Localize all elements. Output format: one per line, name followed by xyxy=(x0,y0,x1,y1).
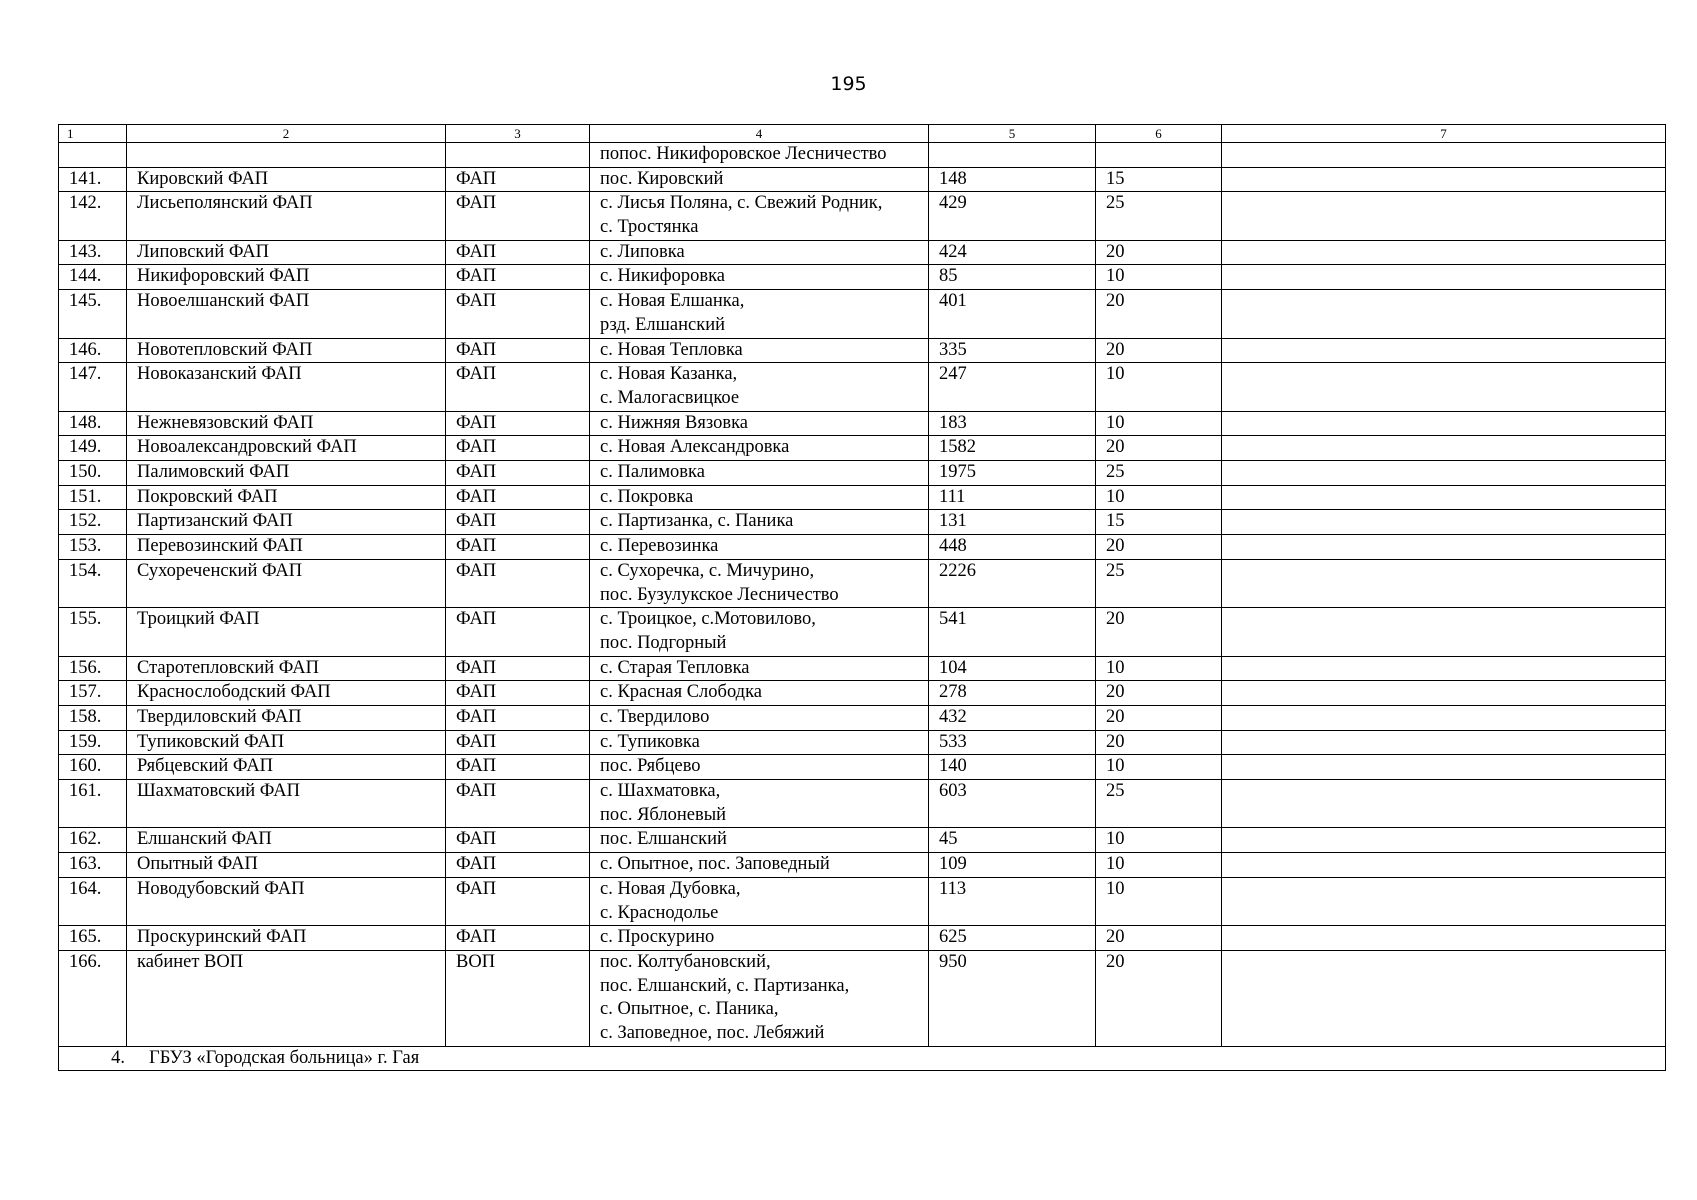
row-number: 165. xyxy=(59,926,127,951)
population: 448 xyxy=(929,535,1096,560)
facility-name: Перевозинский ФАП xyxy=(127,535,446,560)
settlement-line: с. Покровка xyxy=(600,486,694,507)
served-settlements xyxy=(590,755,929,780)
facility-name: Новотепловский ФАП xyxy=(127,338,446,363)
population: 603 xyxy=(929,780,1096,828)
note xyxy=(1222,485,1666,510)
row-number: 161. xyxy=(59,780,127,828)
note xyxy=(1222,706,1666,731)
facility-type: ФАП xyxy=(446,167,590,192)
table-row xyxy=(59,411,1666,436)
facility-name: Лисьеполянский ФАП xyxy=(127,192,446,240)
note xyxy=(1222,780,1666,828)
served-settlements xyxy=(590,265,929,290)
facility-name: Нежневязовский ФАП xyxy=(127,411,446,436)
table-row xyxy=(59,461,1666,486)
facility-type: ФАП xyxy=(446,265,590,290)
distance: 15 xyxy=(1096,510,1222,535)
distance: 10 xyxy=(1096,828,1222,853)
population: 113 xyxy=(929,877,1096,925)
facility-name: Никифоровский ФАП xyxy=(127,265,446,290)
facility-type: ВОП xyxy=(446,950,590,1046)
note xyxy=(1222,192,1666,240)
facility-type: ФАП xyxy=(446,535,590,560)
population: 533 xyxy=(929,730,1096,755)
facility-type: ФАП xyxy=(446,411,590,436)
note xyxy=(1222,265,1666,290)
row-number: 145. xyxy=(59,290,127,338)
facility-name: Новодубовский ФАП xyxy=(127,877,446,925)
table-row xyxy=(59,656,1666,681)
served-settlements xyxy=(590,411,929,436)
table-row xyxy=(59,192,1666,240)
table-row xyxy=(59,828,1666,853)
table-row xyxy=(59,240,1666,265)
row-number: 166. xyxy=(59,950,127,1046)
facility-type: ФАП xyxy=(446,192,590,240)
distance: 10 xyxy=(1096,656,1222,681)
distance: 20 xyxy=(1096,926,1222,951)
row-number: 158. xyxy=(59,706,127,731)
population: 2226 xyxy=(929,559,1096,607)
facility-type: ФАП xyxy=(446,485,590,510)
row-number: 147. xyxy=(59,363,127,411)
served-settlements xyxy=(590,485,929,510)
population: 104 xyxy=(929,656,1096,681)
row-number: 154. xyxy=(59,559,127,607)
row-number: 155. xyxy=(59,608,127,656)
column-number-3: 3 xyxy=(446,125,590,143)
facility-name: Партизанский ФАП xyxy=(127,510,446,535)
settlement-line: с. Тростянка xyxy=(600,217,699,238)
facility-name: Тупиковский ФАП xyxy=(127,730,446,755)
distance: 25 xyxy=(1096,780,1222,828)
population: 278 xyxy=(929,681,1096,706)
settlement-line: с. Лисья Поляна, с. Свежий Родник, xyxy=(600,193,883,214)
settlement-line: с. Проскурино xyxy=(600,927,715,948)
table-row xyxy=(59,485,1666,510)
facility-name: Новоелшанский ФАП xyxy=(127,290,446,338)
settlement-line: попос. Никифоровское Лесничество xyxy=(600,144,887,164)
distance: 20 xyxy=(1096,950,1222,1046)
settlement-line: с. Твердилово xyxy=(600,707,710,727)
row-number: 152. xyxy=(59,510,127,535)
population: 85 xyxy=(929,265,1096,290)
table-row xyxy=(59,780,1666,828)
table-row xyxy=(59,290,1666,338)
settlement-line: с. Шахматовка, xyxy=(600,781,721,802)
facility-type: ФАП xyxy=(446,510,590,535)
row-number: 143. xyxy=(59,240,127,265)
served-settlements xyxy=(590,535,929,560)
facility-type xyxy=(446,143,590,168)
settlement-line: с. Палимовка xyxy=(600,462,705,483)
facility-name: Елшанский ФАП xyxy=(127,828,446,853)
facility-name: Старотепловский ФАП xyxy=(127,656,446,681)
population: 109 xyxy=(929,853,1096,878)
facility-name: Краснослободский ФАП xyxy=(127,681,446,706)
table-row xyxy=(59,853,1666,878)
column-number-7: 7 xyxy=(1222,125,1666,143)
settlement-line: с. Перевозинка xyxy=(600,536,719,557)
served-settlements xyxy=(590,877,929,925)
row-number: 146. xyxy=(59,338,127,363)
row-number: 151. xyxy=(59,485,127,510)
distance: 20 xyxy=(1096,608,1222,656)
population: 401 xyxy=(929,290,1096,338)
population: 335 xyxy=(929,338,1096,363)
facility-name xyxy=(127,143,446,168)
served-settlements xyxy=(590,926,929,951)
row-number: 153. xyxy=(59,535,127,560)
population: 140 xyxy=(929,755,1096,780)
facility-type: ФАП xyxy=(446,559,590,607)
table-row xyxy=(59,608,1666,656)
row-number: 156. xyxy=(59,656,127,681)
settlement-line: с. Малогасвицкое xyxy=(600,387,740,408)
settlement-line: пос. Бузулукское Лесничество xyxy=(600,584,839,605)
note xyxy=(1222,510,1666,535)
settlement-line: с. Красная Слободка xyxy=(600,682,763,703)
note xyxy=(1222,755,1666,780)
served-settlements xyxy=(590,192,929,240)
population: 625 xyxy=(929,926,1096,951)
population: 111 xyxy=(929,485,1096,510)
facility-name: Покровский ФАП xyxy=(127,485,446,510)
facility-type: ФАП xyxy=(446,290,590,338)
row-number: 163. xyxy=(59,853,127,878)
column-number-row xyxy=(59,125,1666,143)
settlement-line: рзд. Елшанский xyxy=(600,314,726,335)
served-settlements xyxy=(590,706,929,731)
distance: 10 xyxy=(1096,265,1222,290)
note xyxy=(1222,240,1666,265)
settlement-line: пос. Елшанский, с. Партизанка, xyxy=(600,975,850,996)
settlement-line: с. Тупиковка xyxy=(600,731,700,752)
settlement-line: пос. Рябцево xyxy=(600,756,701,777)
facility-name: Новоалександровский ФАП xyxy=(127,436,446,461)
table-row xyxy=(59,510,1666,535)
note xyxy=(1222,363,1666,411)
table-row xyxy=(59,877,1666,925)
settlement-line: пос. Подгорный xyxy=(600,632,727,653)
settlement-line: с. Старая Тепловка xyxy=(600,657,750,678)
population: 148 xyxy=(929,167,1096,192)
settlement-line: с. Новая Елшанка, xyxy=(600,291,745,312)
table-row xyxy=(59,706,1666,731)
note xyxy=(1222,559,1666,607)
facility-type: ФАП xyxy=(446,877,590,925)
settlement-line: с. Новая Тепловка xyxy=(600,339,743,360)
settlement-line: с. Нижняя Вязовка xyxy=(600,412,748,433)
note xyxy=(1222,143,1666,168)
section-row xyxy=(59,1046,1666,1071)
served-settlements xyxy=(590,559,929,607)
settlement-line: пос. Яблоневый xyxy=(600,804,727,825)
row-number: 141. xyxy=(59,167,127,192)
settlement-line: пос. Елшанский xyxy=(600,829,727,850)
served-settlements xyxy=(590,363,929,411)
table-row xyxy=(59,681,1666,706)
facility-type: ФАП xyxy=(446,461,590,486)
row-number: 144. xyxy=(59,265,127,290)
facility-type: ФАП xyxy=(446,780,590,828)
facility-type: ФАП xyxy=(446,706,590,731)
table-row xyxy=(59,559,1666,607)
facilities-table xyxy=(58,124,1666,1071)
distance: 20 xyxy=(1096,290,1222,338)
distance: 10 xyxy=(1096,877,1222,925)
note xyxy=(1222,877,1666,925)
column-number-2: 2 xyxy=(127,125,446,143)
note xyxy=(1222,730,1666,755)
note xyxy=(1222,436,1666,461)
note xyxy=(1222,926,1666,951)
distance: 10 xyxy=(1096,485,1222,510)
facility-type: ФАП xyxy=(446,853,590,878)
distance: 10 xyxy=(1096,755,1222,780)
facility-name: Опытный ФАП xyxy=(127,853,446,878)
carry-over-row xyxy=(59,143,1666,168)
note xyxy=(1222,167,1666,192)
facility-name: Рябцевский ФАП xyxy=(127,755,446,780)
section-title: ГБУЗ «Городская больница» г. Гая xyxy=(149,1047,420,1068)
column-number-1: 1 xyxy=(59,125,127,143)
column-number-6: 6 xyxy=(1096,125,1222,143)
row-number: 150. xyxy=(59,461,127,486)
population: 432 xyxy=(929,706,1096,731)
settlement-line: с. Заповедное, пос. Лебяжий xyxy=(600,1023,825,1044)
settlement-line: пос. Кировский xyxy=(600,168,724,189)
facility-type: ФАП xyxy=(446,436,590,461)
facility-type: ФАП xyxy=(446,608,590,656)
population: 247 xyxy=(929,363,1096,411)
column-number-5: 5 xyxy=(929,125,1096,143)
table-body xyxy=(59,143,1666,1047)
facility-name: Новоказанский ФАП xyxy=(127,363,446,411)
facility-name: Проскуринский ФАП xyxy=(127,926,446,951)
note xyxy=(1222,828,1666,853)
distance: 20 xyxy=(1096,730,1222,755)
facility-type: ФАП xyxy=(446,363,590,411)
row-number: 148. xyxy=(59,411,127,436)
served-settlements xyxy=(590,461,929,486)
section-cell xyxy=(59,1046,1666,1071)
settlement-line: с. Опытное, пос. Заповедный xyxy=(600,854,830,875)
population: 950 xyxy=(929,950,1096,1046)
distance xyxy=(1096,143,1222,168)
row-number: 162. xyxy=(59,828,127,853)
population: 541 xyxy=(929,608,1096,656)
settlement-line: с. Сухоречка, с. Мичурино, xyxy=(600,560,815,581)
distance: 10 xyxy=(1096,363,1222,411)
row-number: 160. xyxy=(59,755,127,780)
facility-name: Сухореченский ФАП xyxy=(127,559,446,607)
distance: 10 xyxy=(1096,853,1222,878)
facility-type: ФАП xyxy=(446,656,590,681)
population: 1582 xyxy=(929,436,1096,461)
settlement-line: с. Липовка xyxy=(600,241,685,262)
facility-type: ФАП xyxy=(446,926,590,951)
section-number: 4. xyxy=(111,1047,125,1068)
served-settlements xyxy=(590,608,929,656)
settlement-line: с. Никифоровка xyxy=(600,266,726,287)
distance: 25 xyxy=(1096,559,1222,607)
distance: 20 xyxy=(1096,706,1222,731)
table-row xyxy=(59,338,1666,363)
facility-name: Кировский ФАП xyxy=(127,167,446,192)
served-settlements xyxy=(590,730,929,755)
served-settlements xyxy=(590,143,929,168)
note xyxy=(1222,535,1666,560)
note xyxy=(1222,681,1666,706)
population: 429 xyxy=(929,192,1096,240)
table-row xyxy=(59,755,1666,780)
table-row xyxy=(59,535,1666,560)
settlement-line: с. Новая Александровка xyxy=(600,437,790,458)
facility-name: кабинет ВОП xyxy=(127,950,446,1046)
note xyxy=(1222,853,1666,878)
note xyxy=(1222,290,1666,338)
table-row xyxy=(59,730,1666,755)
served-settlements xyxy=(590,338,929,363)
row-number: 164. xyxy=(59,877,127,925)
row-number xyxy=(59,143,127,168)
served-settlements xyxy=(590,780,929,828)
table-row xyxy=(59,950,1666,1046)
note xyxy=(1222,950,1666,1046)
distance: 20 xyxy=(1096,338,1222,363)
facility-type: ФАП xyxy=(446,755,590,780)
population: 424 xyxy=(929,240,1096,265)
served-settlements xyxy=(590,681,929,706)
table-row xyxy=(59,167,1666,192)
facility-type: ФАП xyxy=(446,681,590,706)
settlement-line: с. Опытное, с. Паника, xyxy=(600,999,779,1020)
served-settlements xyxy=(590,853,929,878)
served-settlements xyxy=(590,290,929,338)
facility-name: Палимовский ФАП xyxy=(127,461,446,486)
population: 1975 xyxy=(929,461,1096,486)
distance: 10 xyxy=(1096,411,1222,436)
table-row xyxy=(59,436,1666,461)
row-number: 149. xyxy=(59,436,127,461)
distance: 20 xyxy=(1096,535,1222,560)
facility-type: ФАП xyxy=(446,828,590,853)
facility-type: ФАП xyxy=(446,240,590,265)
facility-name: Шахматовский ФАП xyxy=(127,780,446,828)
served-settlements xyxy=(590,828,929,853)
facility-name: Троицкий ФАП xyxy=(127,608,446,656)
row-number: 157. xyxy=(59,681,127,706)
served-settlements xyxy=(590,240,929,265)
settlement-line: с. Краснодолье xyxy=(600,902,719,923)
served-settlements xyxy=(590,436,929,461)
note xyxy=(1222,461,1666,486)
population xyxy=(929,143,1096,168)
settlement-line: пос. Колтубановский, xyxy=(600,951,771,972)
served-settlements xyxy=(590,167,929,192)
facility-type: ФАП xyxy=(446,338,590,363)
distance: 15 xyxy=(1096,167,1222,192)
distance: 20 xyxy=(1096,240,1222,265)
population: 45 xyxy=(929,828,1096,853)
distance: 20 xyxy=(1096,681,1222,706)
note xyxy=(1222,411,1666,436)
population: 183 xyxy=(929,411,1096,436)
table-row xyxy=(59,363,1666,411)
row-number: 159. xyxy=(59,730,127,755)
note xyxy=(1222,338,1666,363)
distance: 20 xyxy=(1096,436,1222,461)
served-settlements xyxy=(590,510,929,535)
table-row xyxy=(59,265,1666,290)
table-row xyxy=(59,926,1666,951)
facility-name: Твердиловский ФАП xyxy=(127,706,446,731)
facility-name: Липовский ФАП xyxy=(127,240,446,265)
settlement-line: с. Новая Дубовка, xyxy=(600,878,741,899)
served-settlements xyxy=(590,950,929,1046)
population: 131 xyxy=(929,510,1096,535)
distance: 25 xyxy=(1096,192,1222,240)
note xyxy=(1222,656,1666,681)
settlement-line: с. Троицкое, с.Мотовилово, xyxy=(600,609,816,630)
served-settlements xyxy=(590,656,929,681)
settlement-line: с. Новая Казанка, xyxy=(600,364,738,385)
settlement-line: с. Партизанка, с. Паника xyxy=(600,511,794,532)
column-number-4: 4 xyxy=(590,125,929,143)
note xyxy=(1222,608,1666,656)
distance: 25 xyxy=(1096,461,1222,486)
row-number: 142. xyxy=(59,192,127,240)
facility-type: ФАП xyxy=(446,730,590,755)
page-number: 195 xyxy=(830,73,867,95)
